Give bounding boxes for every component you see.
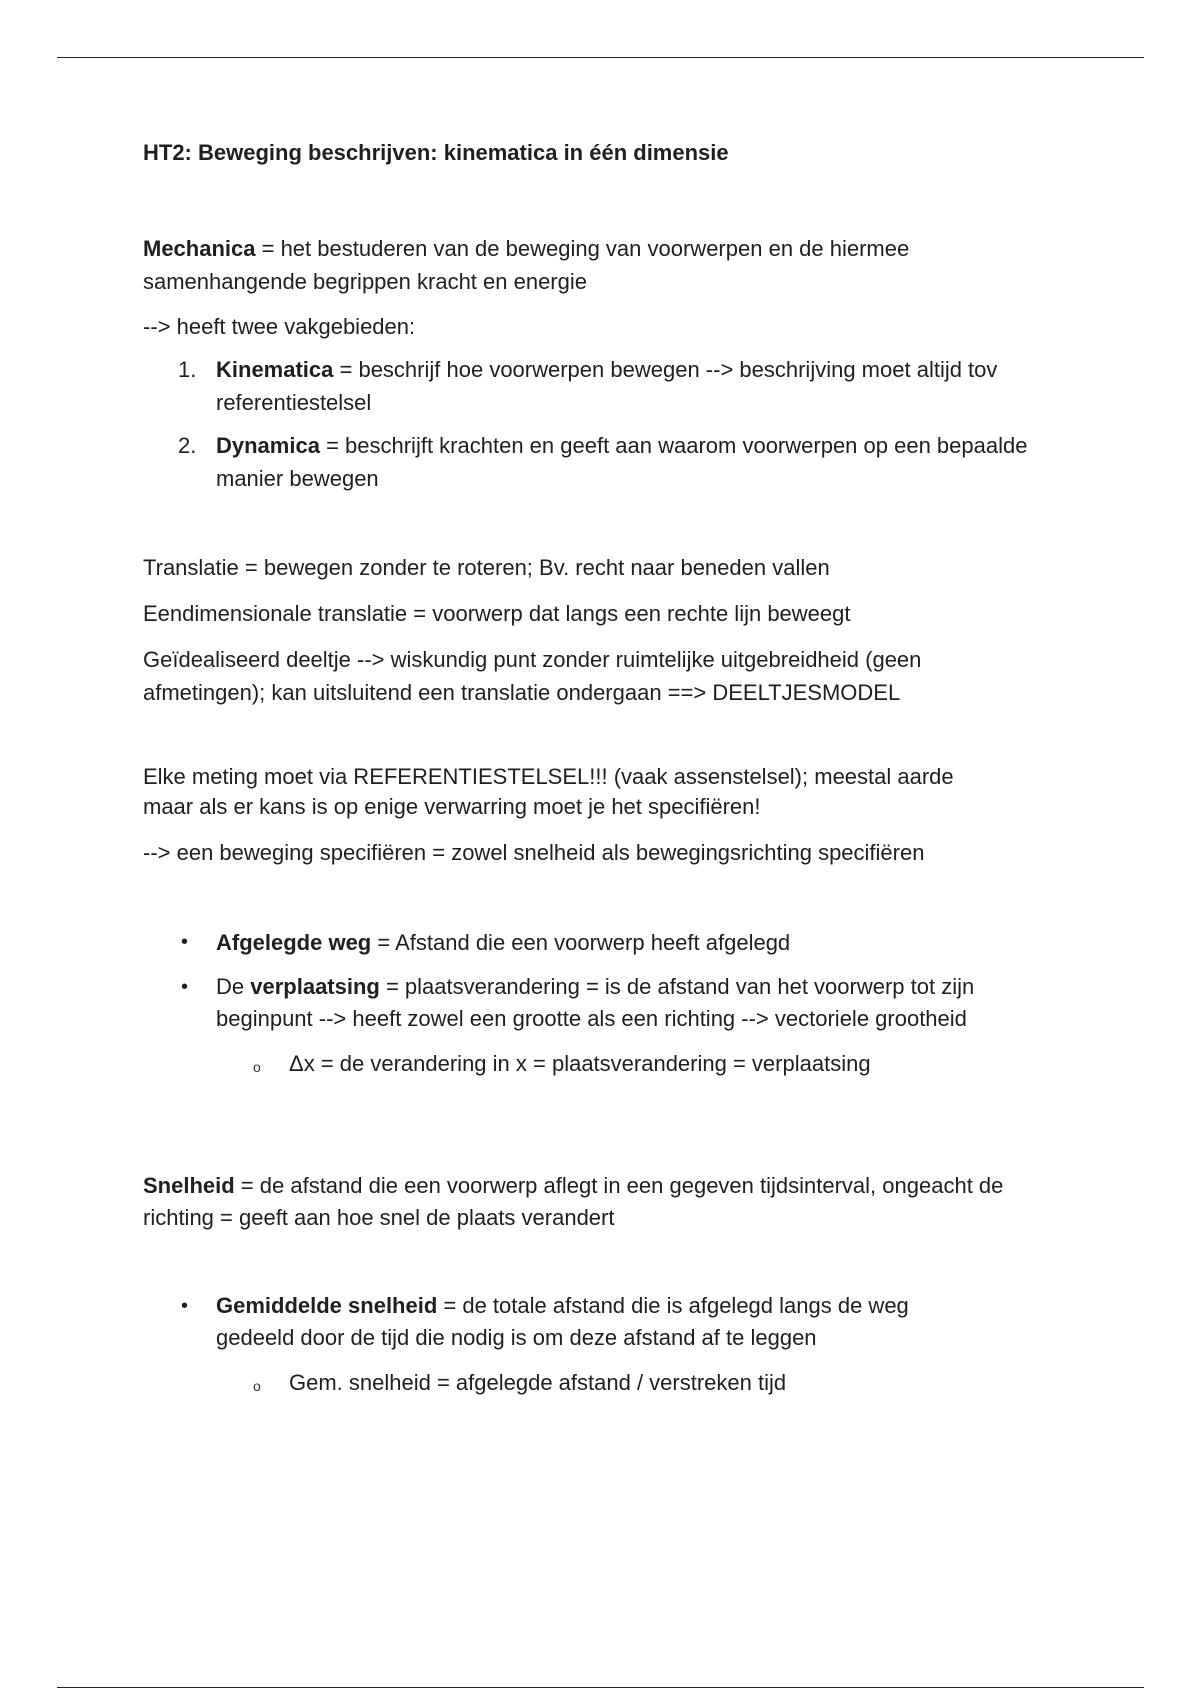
verplaatsing-term: verplaatsing bbox=[250, 974, 380, 999]
gemiddelde-snelheid-text: = de totale afstand die is afgelegd langs de weg gedeeld door de tijd die nodig is om deze afstand af te leggen bbox=[216, 1293, 909, 1350]
list-item bbox=[143, 971, 1076, 1035]
bullet: • bbox=[181, 931, 189, 953]
translatie-line: Translatie = bewegen zonder te roteren; Bv. recht naar beneden vallen bbox=[143, 555, 830, 580]
list-item bbox=[143, 926, 1083, 959]
referentie-line: Elke meting moet via REFERENTIESTELSEL!!! (vaak assenstelsel); meestal aarde maar als er kans is op enige verwarring moet je het specifiëren! bbox=[143, 764, 954, 819]
bullet: • bbox=[181, 1295, 189, 1317]
mechanica-term: Mechanica bbox=[143, 236, 256, 261]
eendimensionale-line: Eendimensionale translatie = voorwerp dat langs een rechte lijn beweegt bbox=[143, 601, 851, 626]
document-body bbox=[143, 136, 1083, 1399]
snelheid-term: Snelheid bbox=[143, 1173, 235, 1198]
list-item bbox=[143, 1366, 1083, 1399]
weg-sublist bbox=[143, 1047, 1083, 1080]
footer-rule bbox=[57, 1687, 1144, 1688]
gem-snelheid-formula: Gem. snelheid = afgelegde afstand / verstreken tijd bbox=[289, 1370, 787, 1395]
snelheid-list bbox=[143, 1290, 1083, 1354]
mechanica-text: = het bestuderen van de beweging van voorwerpen en de hiermee samenhangende begrippen kracht en energie bbox=[143, 236, 910, 294]
snelheid-sublist bbox=[143, 1366, 1083, 1399]
list-item bbox=[143, 353, 1056, 419]
sub-bullet: o bbox=[253, 1378, 261, 1394]
deeltje-line: Geïdealiseerd deeltje --> wiskundig punt zonder ruimtelijke uitgebreidheid (geen afmetingen); kan uitsluitend een translatie ondergaan ==> DEELTJESMODEL bbox=[143, 647, 922, 705]
snelheid-text: = de afstand die een voorwerp aflegt in een gegeven tijdsinterval, ongeacht de richting = geeft aan hoe snel de plaats verandert bbox=[143, 1173, 1004, 1230]
weg-list bbox=[143, 926, 1083, 1035]
list-number: 1. bbox=[178, 357, 197, 382]
kinematica-term: Kinematica bbox=[216, 357, 334, 382]
specificeren-line: --> een beweging specifiëren = zowel snelheid als bewegingsrichting specifiëren bbox=[143, 840, 925, 865]
bullet: • bbox=[181, 976, 189, 998]
sub-bullet: o bbox=[253, 1059, 261, 1075]
subfields-intro: --> heeft twee vakgebieden: bbox=[143, 314, 416, 339]
list-item bbox=[143, 1047, 1083, 1080]
header-rule bbox=[57, 57, 1144, 58]
afgelegde-weg-term: Afgelegde weg bbox=[216, 930, 372, 955]
dynamica-term: Dynamica bbox=[216, 433, 320, 458]
verplaatsing-text: = plaatsverandering = is de afstand van het voorwerp tot zijn beginpunt --> heeft zowel een grootte als een richting --> vectoriele grootheid bbox=[216, 974, 975, 1031]
list-item bbox=[143, 429, 1056, 495]
gemiddelde-snelheid-term: Gemiddelde snelheid bbox=[216, 1293, 438, 1318]
snelheid-definition bbox=[143, 1170, 1073, 1234]
kinematica-text: = beschrijf hoe voorwerpen bewegen --> beschrijving moet altijd tov referentiestelsel bbox=[216, 357, 998, 415]
dynamica-text: = beschrijft krachten en geeft aan waarom voorwerpen op een bepaalde manier bewegen bbox=[216, 433, 1028, 491]
delta-x-text: Δx = de verandering in x = plaatsverandering = verplaatsing bbox=[289, 1051, 871, 1076]
mechanica-definition bbox=[143, 232, 983, 298]
document-title: HT2: Beweging beschrijven: kinematica in één dimensie bbox=[143, 140, 729, 165]
verplaatsing-prefix: De bbox=[216, 974, 251, 999]
list-item bbox=[143, 1290, 976, 1354]
afgelegde-weg-text: = Afstand die een voorwerp heeft afgelegd bbox=[371, 930, 791, 955]
subfields-list bbox=[143, 353, 1083, 495]
list-number: 2. bbox=[178, 433, 197, 458]
